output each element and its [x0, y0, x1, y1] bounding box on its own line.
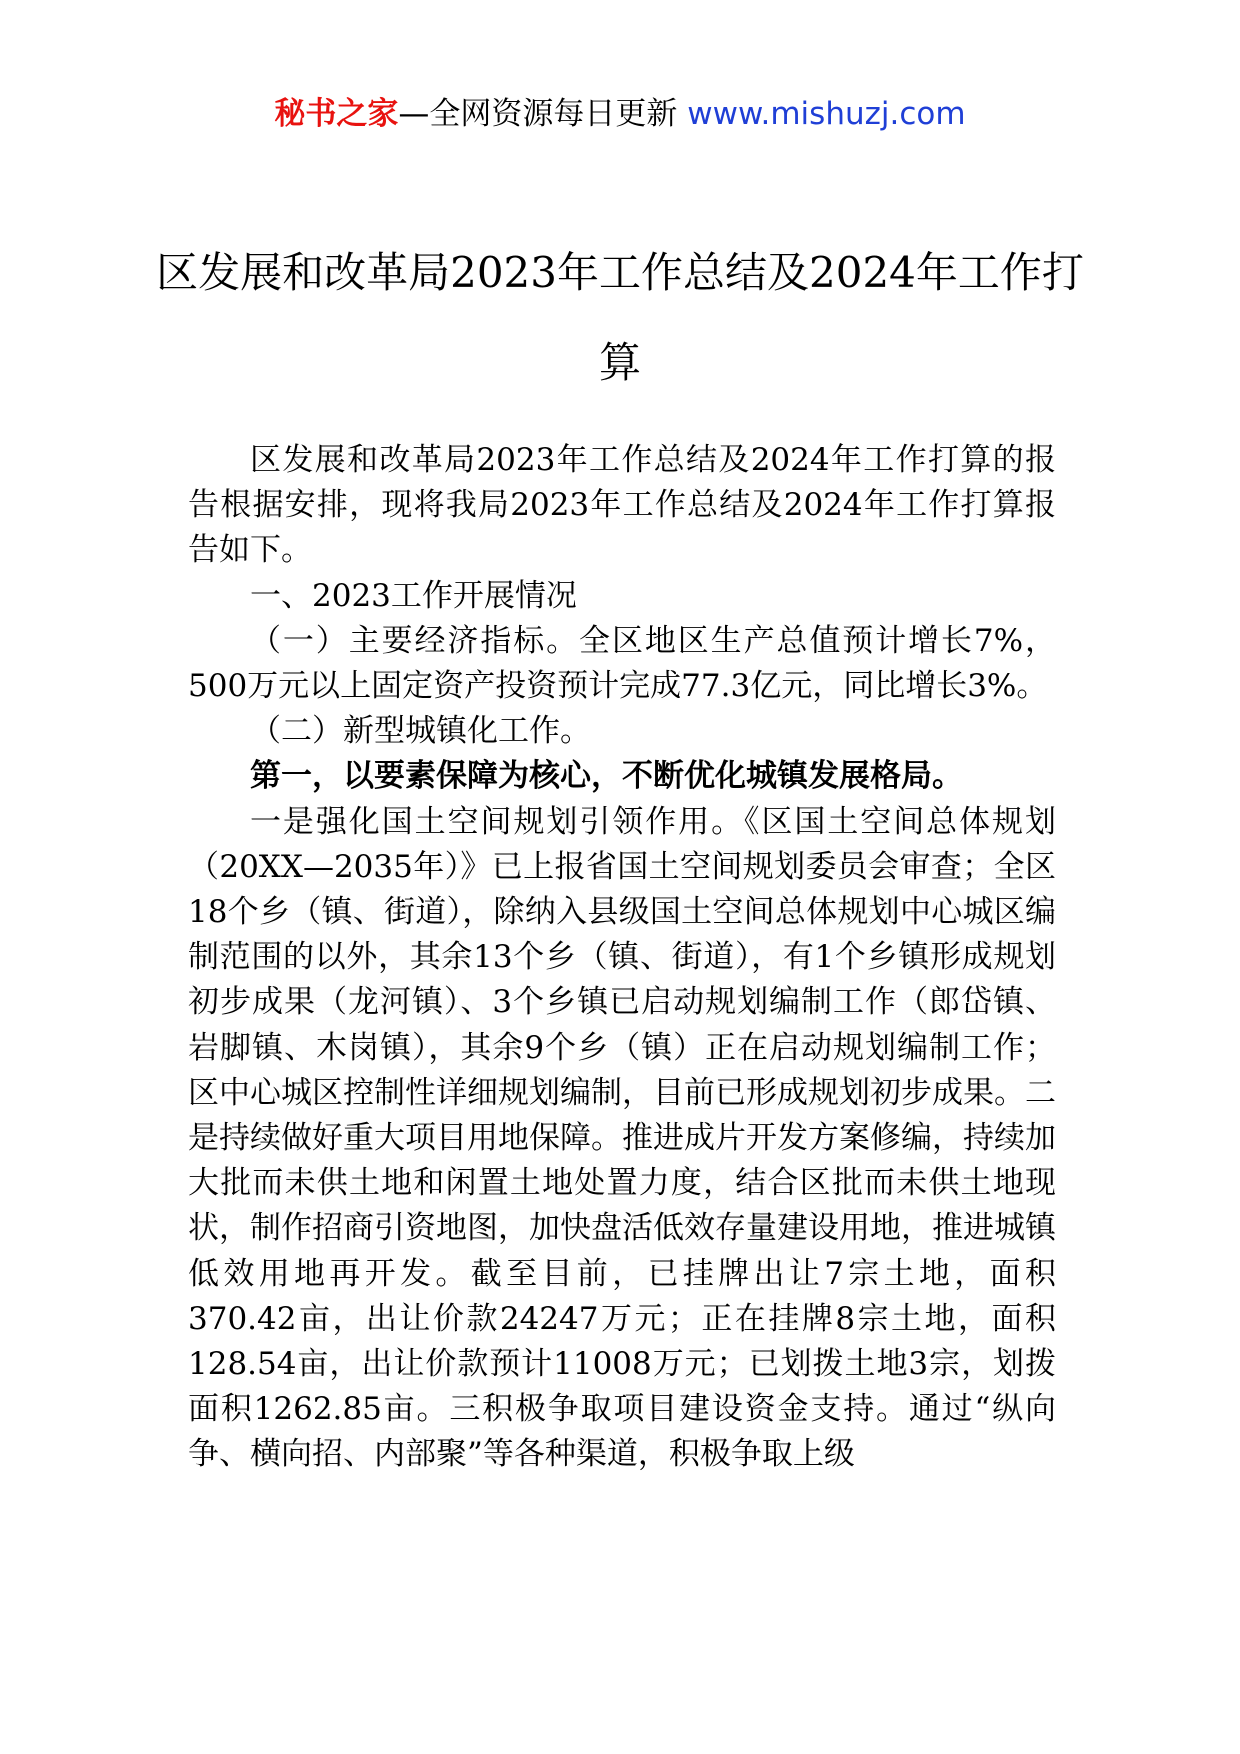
intro-paragraph: 区发展和改革局2023年工作总结及2024年工作打算的报告根据安排，现将我局2023年工作总结及2024年工作打算报告如下。 — [188, 442, 1056, 569]
site-url-link[interactable]: www.mishuzj.com — [687, 96, 966, 132]
document-body — [188, 438, 1056, 1478]
site-tagline: —全网资源每日更新 — [398, 96, 678, 132]
document-title: 区发展和改革局2023年工作总结及2024年工作打算 — [156, 248, 1084, 387]
bold-subheading: 第一，以要素保障为核心，不断优化城镇发展格局。 — [250, 758, 963, 795]
subsection-economic-indicators: （一）主要经济指标。全区地区生产总值预计增长7%，500万元以上固定资产投资预计完成77.3亿元，同比增长3%。 — [188, 622, 1056, 705]
site-brand: 秘书之家 — [274, 96, 399, 132]
section-heading: 一、2023工作开展情况 — [250, 577, 577, 614]
site-header — [0, 92, 1240, 136]
body-paragraph: 一是强化国土空间规划引领作用。《区国土空间总体规划（20XX—2035年）》已上报省国土空间规划委员会审查；全区18个乡（镇、街道），除纳入县级国土空间总体规划中心城区编制范围的以外，其余13个乡（镇、街道），有1个乡镇形成规划初步成果（龙河镇）、3个乡镇已启动规划编制工作（郎岱镇、岩脚镇、木岗镇），其余9个乡（镇）正在启动规划编制工作；区中心城区控制性详细规划编制，目前已形成规划初步成果。二是持续做好重大项目用地保障。推进成片开发方案修编，持续加大批而未供土地和闲置土地处置力度，结合区批而未供土地现状，制作招商引资地图，加快盘活低效存量建设用地，推进城镇低效用地再开发。截至目前，已挂牌出让7宗土地，面积370.42亩，出让价款24247万元；正在挂牌8宗土地，面积128.54亩，出让价款预计11008万元；已划拨土地3宗，划拨面积1262.85亩。三积极争取项目建设资金支持。通过“纵向争、横向招、内部聚”等各种渠道，积极争取上级 — [188, 803, 1056, 1473]
subsection-urbanization-heading: （二）新型城镇化工作。 — [250, 713, 591, 750]
